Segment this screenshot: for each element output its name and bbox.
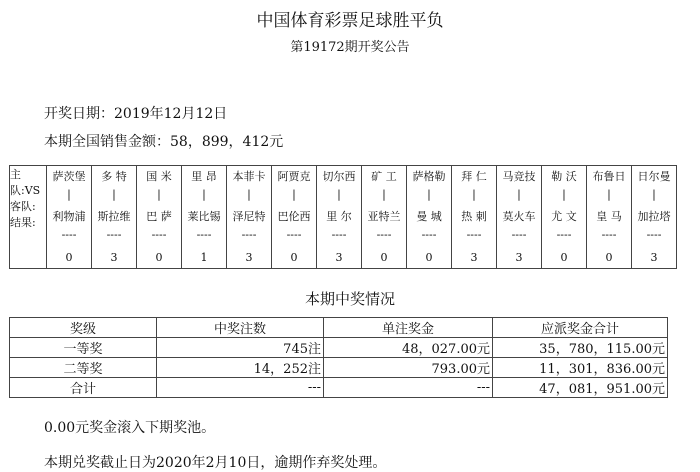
vs-mark: | xyxy=(292,188,296,201)
vs-mark: | xyxy=(607,188,611,201)
match-result: 3 xyxy=(515,251,523,264)
vs-mark: | xyxy=(202,188,206,201)
match-result: 0 xyxy=(65,251,73,264)
row-label-vs: VS xyxy=(24,184,41,197)
match-column xyxy=(587,166,632,269)
vs-mark: | xyxy=(157,188,161,201)
prize-total: 11，301，836.00元 xyxy=(493,358,668,378)
header-level: 奖级 xyxy=(10,318,157,338)
home-team: 布鲁日 xyxy=(592,170,626,183)
prize-count: 14，252注 xyxy=(157,358,324,378)
match-column xyxy=(272,166,317,269)
match-result: 0 xyxy=(155,251,163,264)
rollover-note: 0.00元奖金滚入下期奖池。 xyxy=(44,420,216,436)
prize-count: --- xyxy=(157,378,324,398)
separator-dash: ---- xyxy=(196,228,212,241)
vs-mark: | xyxy=(67,188,71,201)
separator-dash: ---- xyxy=(421,228,437,241)
match-column xyxy=(362,166,407,269)
away-team: 亚特兰 xyxy=(367,210,401,223)
match-result: 3 xyxy=(470,251,478,264)
vs-mark: | xyxy=(517,188,521,201)
row-label-home: 主队: xyxy=(10,168,25,197)
separator-dash: ---- xyxy=(511,228,527,241)
prize-amount: 48，027.00元 xyxy=(324,338,493,358)
match-result: 3 xyxy=(110,251,118,264)
away-team: 巴伦西 xyxy=(277,210,311,223)
vs-mark: | xyxy=(562,188,566,201)
match-result: 3 xyxy=(650,251,658,264)
home-team: 多 特 xyxy=(101,170,127,183)
away-team: 泽尼特 xyxy=(232,210,266,223)
draw-date: 开奖日期：2019年12月12日 xyxy=(44,106,228,122)
vs-mark: | xyxy=(112,188,116,201)
prize-amount: 793.00元 xyxy=(324,358,493,378)
vs-mark: | xyxy=(652,188,656,201)
prize-level: 合计 xyxy=(10,378,157,398)
header-total: 应派奖金合计 xyxy=(493,318,668,338)
match-result: 0 xyxy=(560,251,568,264)
match-column xyxy=(317,166,362,269)
separator-dash: ---- xyxy=(556,228,572,241)
match-column xyxy=(227,166,272,269)
vs-mark: | xyxy=(382,188,386,201)
match-column xyxy=(407,166,452,269)
separator-dash: ---- xyxy=(331,228,347,241)
vs-mark: | xyxy=(472,188,476,201)
away-team: 莱比锡 xyxy=(187,210,221,223)
separator-dash: ---- xyxy=(376,228,392,241)
vs-mark: | xyxy=(427,188,431,201)
prize-table xyxy=(9,317,668,398)
separator-dash: ---- xyxy=(151,228,167,241)
row-label-away: 客队: xyxy=(10,200,36,213)
home-team: 里 昂 xyxy=(191,170,217,183)
prize-level: 二等奖 xyxy=(10,358,157,378)
match-column xyxy=(452,166,497,269)
home-team: 矿 工 xyxy=(371,170,397,183)
vs-mark: | xyxy=(337,188,341,201)
match-column xyxy=(137,166,182,269)
away-team: 加拉塔 xyxy=(637,210,671,223)
prize-level: 一等奖 xyxy=(10,338,157,358)
separator-dash: ---- xyxy=(241,228,257,241)
match-column xyxy=(497,166,542,269)
match-result: 0 xyxy=(290,251,298,264)
away-team: 热 刺 xyxy=(461,210,487,223)
separator-dash: ---- xyxy=(646,228,662,241)
away-team: 斯拉维 xyxy=(97,210,131,223)
match-column xyxy=(632,166,677,269)
sales-amount: 本期全国销售金额：58，899，412元 xyxy=(44,134,284,150)
home-team: 萨格勒 xyxy=(412,170,446,183)
header-amount: 单注奖金 xyxy=(324,318,493,338)
home-team: 日尔曼 xyxy=(637,170,671,183)
home-team: 萨茨堡 xyxy=(52,170,86,183)
prize-header-row xyxy=(10,318,668,338)
match-column xyxy=(92,166,137,269)
separator-dash: ---- xyxy=(601,228,617,241)
row-label-result: 结果: xyxy=(10,216,36,229)
match-result: 0 xyxy=(425,251,433,264)
prize-count: 745注 xyxy=(157,338,324,358)
prize-row xyxy=(10,358,668,378)
match-result: 1 xyxy=(200,251,208,264)
away-team: 里 尔 xyxy=(326,210,352,223)
home-team: 阿贾克 xyxy=(277,170,311,183)
match-column xyxy=(182,166,227,269)
prize-row-total xyxy=(10,378,668,398)
away-team: 皇 马 xyxy=(596,210,622,223)
match-result: 0 xyxy=(605,251,613,264)
match-result: 3 xyxy=(245,251,253,264)
separator-dash: ---- xyxy=(106,228,122,241)
prize-total: 35，780，115.00元 xyxy=(493,338,668,358)
match-result: 3 xyxy=(335,251,343,264)
away-team: 莫火车 xyxy=(502,210,536,223)
away-team: 巴 萨 xyxy=(146,210,172,223)
issue-subtitle: 第19172期开奖公告 xyxy=(290,40,410,55)
separator-dash: ---- xyxy=(61,228,77,241)
match-column xyxy=(542,166,587,269)
home-team: 拜 仁 xyxy=(461,170,487,183)
match-table xyxy=(9,165,677,269)
match-result: 0 xyxy=(380,251,388,264)
header-count: 中奖注数 xyxy=(157,318,324,338)
match-row-labels xyxy=(10,166,47,269)
home-team: 马竞技 xyxy=(502,170,536,183)
separator-dash: ---- xyxy=(286,228,302,241)
deadline-note: 本期兑奖截止日为2020年2月10日，逾期作弃奖处理。 xyxy=(44,455,387,471)
separator-dash: ---- xyxy=(466,228,482,241)
away-team: 曼 城 xyxy=(416,210,442,223)
home-team: 国 米 xyxy=(146,170,172,183)
page-title: 中国体育彩票足球胜平负 xyxy=(256,11,444,31)
away-team: 尤 文 xyxy=(551,210,577,223)
home-team: 本菲卡 xyxy=(232,170,266,183)
prize-total: 47，081，951.00元 xyxy=(493,378,668,398)
prize-row xyxy=(10,338,668,358)
home-team: 勒 沃 xyxy=(551,170,577,183)
vs-mark: | xyxy=(247,188,251,201)
away-team: 利物浦 xyxy=(52,210,86,223)
home-team: 切尔西 xyxy=(322,170,356,183)
prize-section-title: 本期中奖情况 xyxy=(304,290,395,308)
prize-amount: --- xyxy=(324,378,493,398)
match-column xyxy=(47,166,92,269)
